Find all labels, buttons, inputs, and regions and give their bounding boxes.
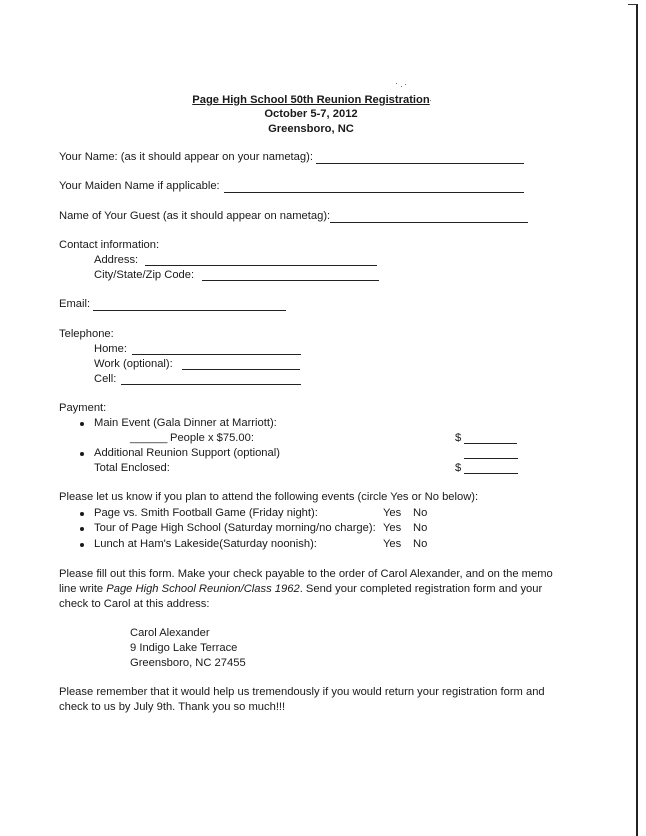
cell-phone-label: Cell: xyxy=(94,373,117,385)
event-tour-no[interactable]: No xyxy=(413,522,428,534)
email-field[interactable] xyxy=(93,310,286,311)
instructions-line-2 xyxy=(59,583,542,595)
mailing-city: Greensboro, NC 27455 xyxy=(130,657,246,669)
page-edge-border xyxy=(636,4,638,836)
work-phone-label: Work (optional): xyxy=(94,358,173,370)
total-enclosed-amount-field[interactable] xyxy=(464,473,518,474)
scan-speck xyxy=(401,86,402,87)
form-title: Page High School 50th Reunion Registration xyxy=(192,94,430,106)
people-count-field[interactable]: ______ xyxy=(130,432,168,444)
event-lunch-no[interactable]: No xyxy=(413,538,428,550)
main-event-amount-field[interactable] xyxy=(464,443,517,444)
your-name-field[interactable] xyxy=(316,163,524,164)
event-dates: October 5-7, 2012 xyxy=(264,108,358,120)
main-event-label: Main Event (Gala Dinner at Marriott): xyxy=(94,417,277,429)
event-tour-yes[interactable]: Yes xyxy=(383,522,402,534)
bullet-icon xyxy=(80,543,84,547)
email-label: Email: xyxy=(59,298,91,310)
payment-heading: Payment: xyxy=(59,402,107,414)
event-football-yes[interactable]: Yes xyxy=(383,507,402,519)
guest-name-field[interactable] xyxy=(330,222,528,223)
scan-speck xyxy=(396,83,397,84)
additional-support-amount-field[interactable] xyxy=(464,458,518,459)
guest-name-label: Name of Your Guest (as it should appear on nametag): xyxy=(59,210,331,222)
event-location: Greensboro, NC xyxy=(268,123,354,135)
your-name-label: Your Name: (as it should appear on your nametag): xyxy=(59,151,313,163)
home-phone-field[interactable] xyxy=(132,354,301,355)
closing-line-1: Please remember that it would help us tremendously if you would return your registration form and xyxy=(59,686,545,698)
instructions-line-1: Please fill out this form. Make your check payable to the order of Carol Alexander, and on the memo xyxy=(59,568,553,580)
closing-line-2: check to us by July 9th. Thank you so much!!! xyxy=(59,701,286,713)
bullet-icon xyxy=(80,452,84,456)
telephone-heading: Telephone: xyxy=(59,328,114,340)
total-enclosed-label: Total Enclosed: xyxy=(94,462,170,474)
event-football-no[interactable]: No xyxy=(413,507,428,519)
city-state-zip-label: City/State/Zip Code: xyxy=(94,269,195,281)
instructions-line-2-post: . Send your completed registration form and your xyxy=(299,583,543,595)
additional-support-label: Additional Reunion Support (optional) xyxy=(94,447,280,459)
events-intro: Please let us know if you plan to attend the following events (circle Yes or No below): xyxy=(59,491,479,503)
maiden-name-field[interactable] xyxy=(224,192,524,193)
mailing-name: Carol Alexander xyxy=(130,627,210,639)
page-edge-corner xyxy=(628,4,637,5)
event-lunch-label: Lunch at Ham's Lakeside(Saturday noonish): xyxy=(94,538,317,550)
dollar-sign-2: $ xyxy=(455,462,462,474)
cell-phone-field[interactable] xyxy=(121,384,301,385)
dollar-sign-1: $ xyxy=(455,432,462,444)
instructions-line-3: check to Carol at this address: xyxy=(59,598,210,610)
work-phone-field[interactable] xyxy=(182,369,300,370)
instructions-line-2-pre: line write xyxy=(59,583,107,595)
address-label: Address: xyxy=(94,254,139,266)
memo-text: Page High School Reunion/Class 1962 xyxy=(106,583,300,595)
contact-info-heading: Contact information: xyxy=(59,239,160,251)
home-phone-label: Home: xyxy=(94,343,127,355)
address-field[interactable] xyxy=(145,265,377,266)
event-lunch-yes[interactable]: Yes xyxy=(383,538,402,550)
people-price-label: People x $75.00: xyxy=(170,432,254,444)
maiden-name-label: Your Maiden Name if applicable: xyxy=(59,180,220,192)
event-football-label: Page vs. Smith Football Game (Friday night): xyxy=(94,507,318,519)
event-tour-label: Tour of Page High School (Saturday morning/no charge): xyxy=(94,522,376,534)
bullet-icon xyxy=(80,527,84,531)
mailing-street: 9 Indigo Lake Terrace xyxy=(130,642,238,654)
scan-speck xyxy=(405,84,406,85)
bullet-icon xyxy=(80,512,84,516)
city-state-zip-field[interactable] xyxy=(202,280,379,281)
bullet-icon xyxy=(80,422,84,426)
